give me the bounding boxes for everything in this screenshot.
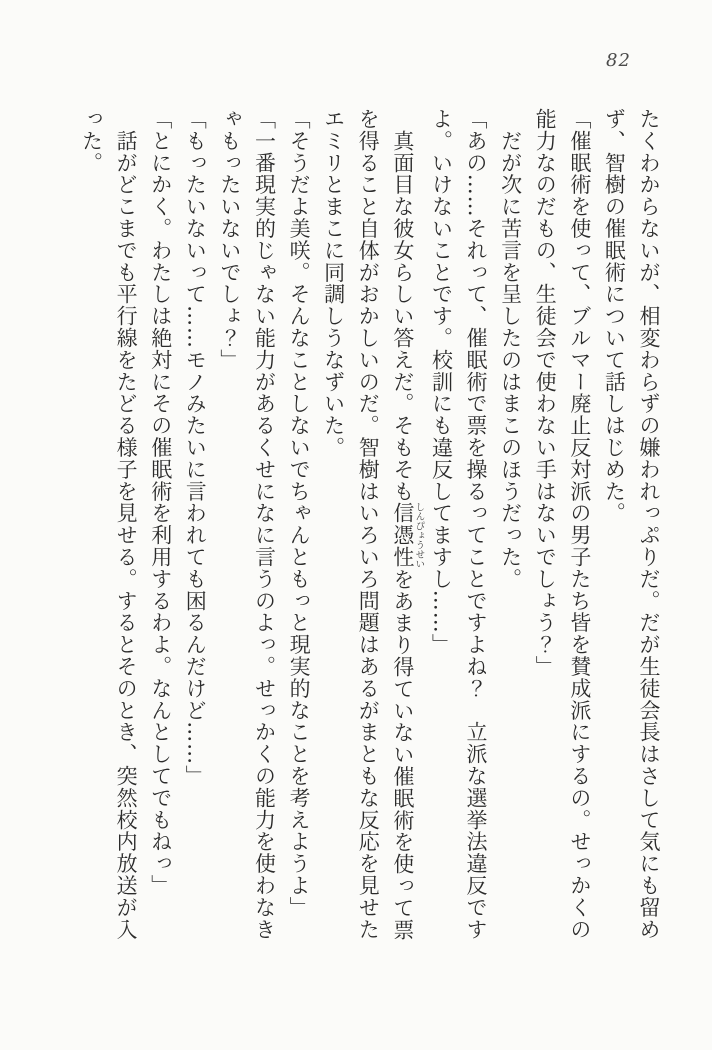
text-block [74, 108, 666, 954]
text-line: 「そうだよ美咲。そんなことしないでちゃんともっと現実的なことを考えようよ」 [287, 108, 312, 919]
text-line: 「もったいないって……モノみたいに言われても困るんだけど……」 [183, 108, 208, 787]
text-line: 真面目な彼女らしい答えだ。そもそも信憑性しんぴょうせいをあまり得ていない催眠術を使って票 [390, 108, 425, 941]
page-number: 82 [606, 50, 631, 71]
text-line: 「催眠術を使って、ブルマー廃止反対派の男子たち皆を賛成派にするの。せっかくの [567, 108, 592, 941]
text-line: を得ること自体がおかしいのだ。智樹はいろいろ問題はあるがまともな反応を見せた [356, 108, 381, 941]
text-line: った。 [79, 108, 104, 174]
ruby-annotation: 信憑性しんぴょうせい [390, 502, 425, 569]
text-line: エミリとまこに同調しうなずいた。 [321, 108, 346, 459]
text-line: 「あの……それって、催眠術で票を操るってことですよね？ 立派な選挙法違反です [464, 108, 489, 941]
text-line: ず、智樹の催眠術について話しはじめた。 [602, 108, 627, 525]
text-line: たくわからないが、相変わらずの嫌われっぷりだ。だが生徒会長はさして気にも留め [637, 108, 661, 941]
text-line: よ。いけないことです。校訓にも違反してますし……」 [429, 108, 454, 656]
text-line: 能力なのだもの、生徒会で使わない手はないでしょう？」 [533, 108, 558, 678]
text-line: だが次に苦言を呈したのはまこのほうだった。 [498, 108, 523, 590]
text-line: 話がどこまでも平行線をたどる様子を見せる。するとそのとき、突然校内放送が入 [114, 108, 139, 941]
text-line: 「とにかく。わたしは絶対にその催眠術を利用するわよ。なんとしてでもねっ」 [148, 108, 173, 897]
text-line: 「一番現実的じゃない能力があるくせになに言うのよっ。せっかくの能力を使わなき [252, 108, 277, 941]
text-line: ゃもったいないでしょ？」 [217, 108, 242, 371]
